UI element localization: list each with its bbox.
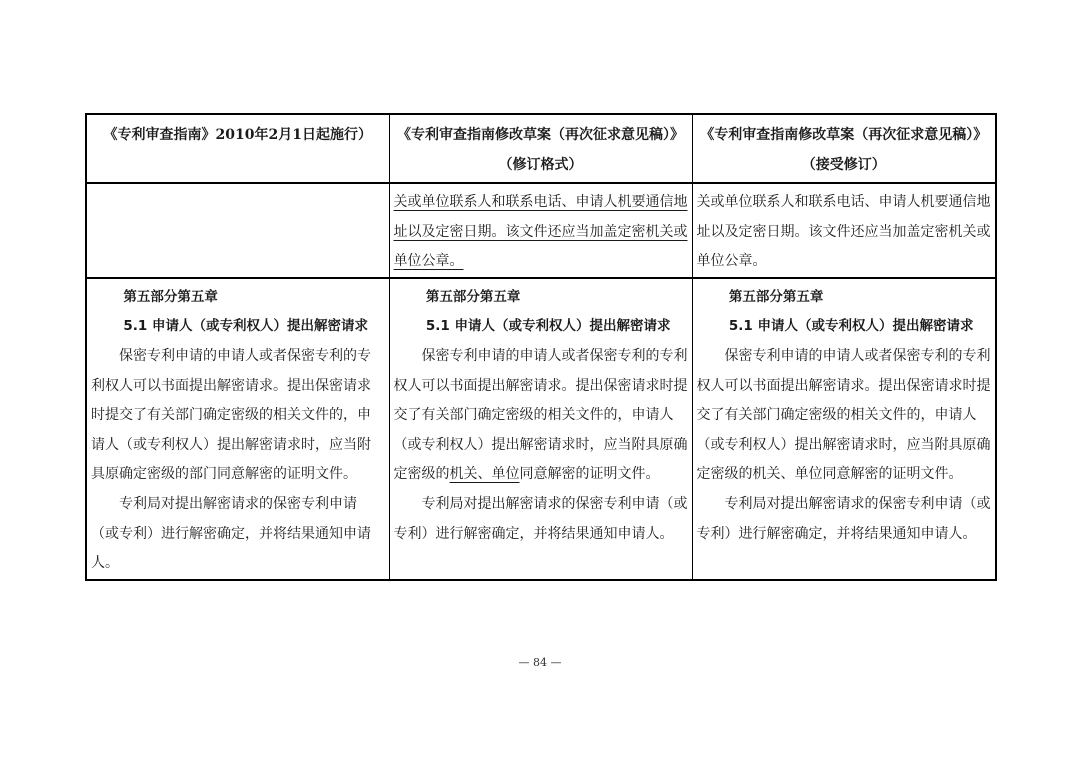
inserted-text: 机关、单位 <box>449 466 520 483</box>
header-revised-tracked: 《专利审查指南修改草案（再次征求意见稿）》（修订格式） <box>389 114 692 183</box>
part-chapter-heading: 第五部分第五章 <box>728 288 824 305</box>
cell-revised-tracked <box>389 278 692 580</box>
paragraph-text: 同意解密的证明文件。 <box>519 466 660 483</box>
cell-revised-accepted <box>692 183 996 278</box>
header-current-guidelines: 《专利审查指南》2010年2月1日起施行） <box>86 114 389 183</box>
paragraph: 专利局对提出解密请求的保密专利申请（或专利）进行解密确定，并将结果通知申请人。 <box>696 495 991 542</box>
paragraph: 保密专利申请的申请人或者保密专利的专利权人可以书面提出解密请求。提出保密请求时提交了有关部门确定密级的相关文件的，申请人（或专利权人）提出解密请求时，应当附具原确定密级的机关、单位同意解密的证明文件。 <box>696 347 991 483</box>
table-header-row <box>86 114 996 183</box>
cell-revised-tracked <box>389 183 692 278</box>
cell-current-empty <box>86 183 389 278</box>
section-heading: 5.1 申请人（或专利权人）提出解密请求 <box>425 318 671 335</box>
paragraph-text: 保密专利申请的申请人或者保密专利的专利权人可以书面提出解密请求。提出保密请求时提交了有关部门确定密级的相关文件的，申请人（或专利权人）提出解密请求时，应当附具原确定密级的 <box>393 347 688 483</box>
part-chapter-heading: 第五部分第五章 <box>425 288 521 305</box>
paragraph: 专利局对提出解密请求的保密专利申请（或专利）进行解密确定，并将结果通知申请人。 <box>91 495 371 572</box>
cell-revised-accepted <box>692 278 996 580</box>
page-number: — 84 — <box>518 656 562 669</box>
header-revised-accepted: 《专利审查指南修改草案（再次征求意见稿）》（接受修订） <box>692 114 996 183</box>
table-row <box>86 183 996 278</box>
cell-text: 关或单位联系人和联系电话、申请人机要通信地址以及定密日期。该文件还应当加盖定密机关或单位公章。 <box>696 194 991 270</box>
part-chapter-heading: 第五部分第五章 <box>123 288 218 305</box>
section-heading: 5.1 申请人（或专利权人）提出解密请求 <box>728 318 974 335</box>
section-heading: 5.1 申请人（或专利权人）提出解密请求 <box>123 318 369 335</box>
cell-current-guidelines <box>86 278 389 580</box>
paragraph: 保密专利申请的申请人或者保密专利的专利权人可以书面提出解密请求。提出保密请求时提交了有关部门确定密级的相关文件的，申请人（或专利权人）提出解密请求时，应当附具原确定密级的部门同意解密的证明文件。 <box>91 347 371 483</box>
paragraph: 专利局对提出解密请求的保密专利申请（或专利）进行解密确定，并将结果通知申请人。 <box>393 495 688 542</box>
inserted-text: 关或单位联系人和联系电话、申请人机要通信地址以及定密日期。该文件还应当加盖定密机关或单位公章。 <box>393 194 688 270</box>
table-row <box>86 278 996 580</box>
comparison-table <box>85 113 997 581</box>
paragraph <box>394 342 688 490</box>
